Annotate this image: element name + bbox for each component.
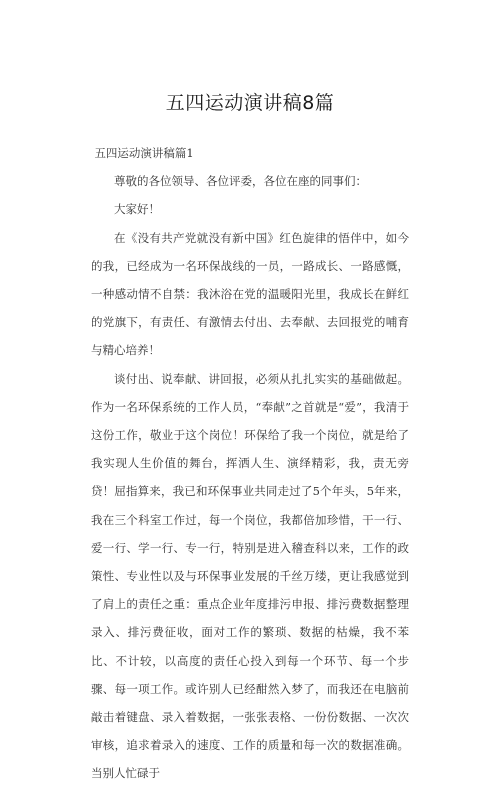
document-body (91, 139, 409, 788)
salutation-paragraph: 尊敬的各位领导、各位评委，各位在座的同事们： (114, 174, 367, 189)
document-title: 五四运动演讲稿8篇 (165, 92, 335, 114)
body-paragraph: 在《没有共产党就没有新中国》红色旋律的悟伴中，如今的我，已经成为一名环保战线的一员，一路成长、一路感慨，一种感动情不自禁：我沐浴在党的温暖阳光里，我成长在鲜红的党旗下，有责任、有激情去付出、去奉献、去回报党的哺育与精心培养！ (91, 230, 409, 358)
greeting-paragraph: 大家好！ (114, 202, 160, 217)
section-heading: 五四运动演讲稿篇1 (94, 146, 194, 160)
body-paragraph: 谈付出、说奉献、讲回报，必须从扎扎实实的基础做起。作为一名环保系统的工作人员，“奉献”之首就是“爱”，我清于这份工作，敬业于这个岗位！环保给了我一个岗位，就是给了我实现人生价值的舞台，挥洒人生、演绎精彩，我，责无旁贷！屈指算来，我已和环保事业共同走过了5个年头，5年来，我在三个科室工作过，每一个岗位，我都倍加珍惜，干一行、爱一行、学一行、专一行，特别是进入稽查科以来，工作的政策性、专业性以及与环保事业发展的千丝万缕，更让我感觉到了肩上的责任之重：重点企业年度排污申报、排污费数据整理录入、排污费征收，面对工作的繁琐、数据的枯燥，我不苯比、不计较，以高度的责任心投入到每一个环节、每一个步骤、每一项工作。或许别人已经酣然入梦了，而我还在电脑前敲击着键盘、录入着数据，一张张表格、一份份数据、一次次审核，追求着录入的速度、工作的质量和每一次的数据准确。当别人忙碌于 (91, 371, 409, 781)
